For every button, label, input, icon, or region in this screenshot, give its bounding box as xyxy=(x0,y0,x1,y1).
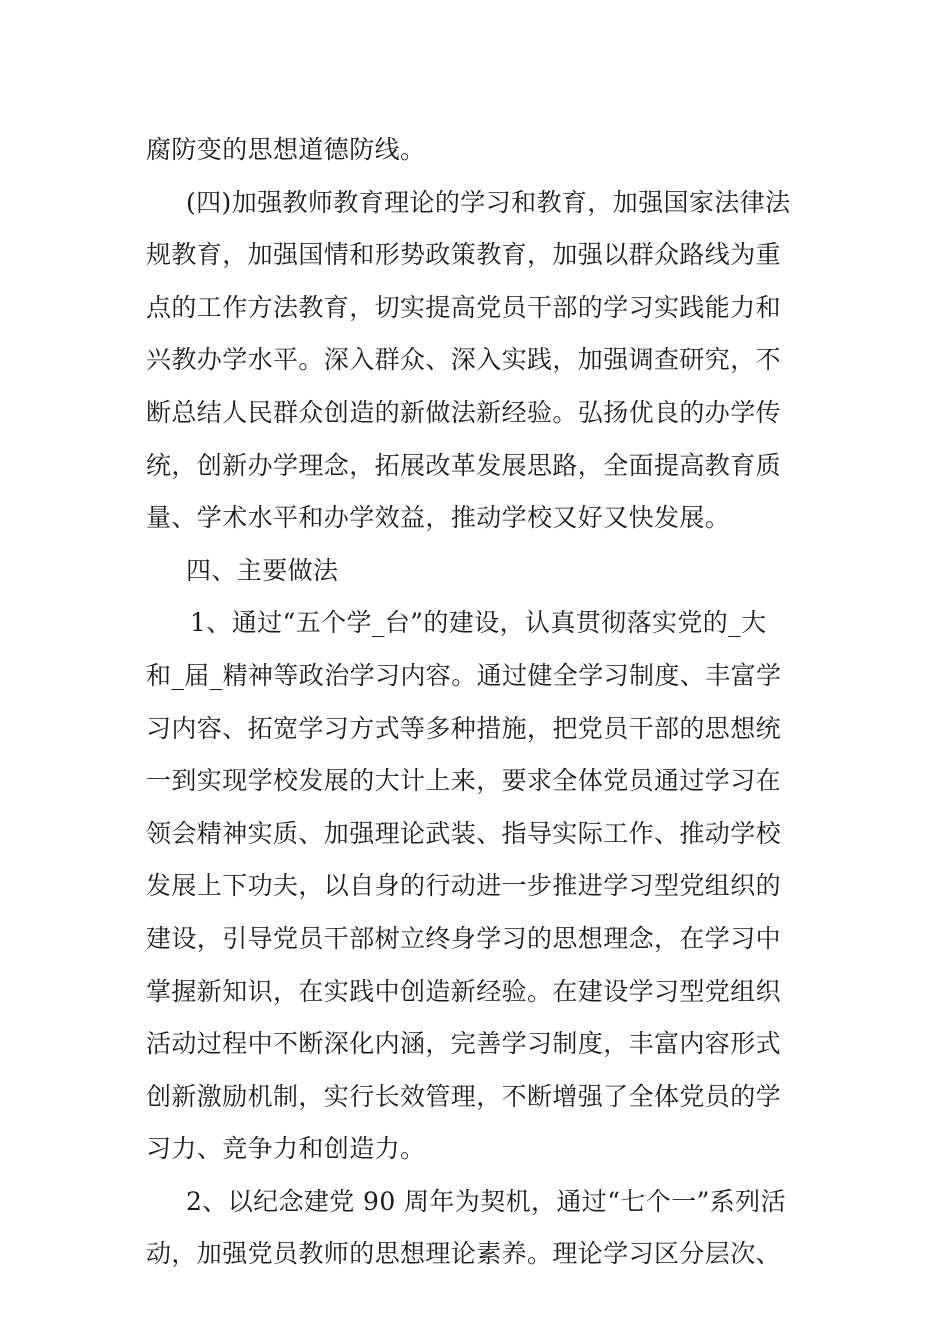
text-line: 规教育，加强国情和形势政策教育，加强以群众路线为重 xyxy=(146,240,782,270)
text-line: 量、学术水平和办学效益，推动学校又好又快发展。 xyxy=(146,503,731,533)
text-line: 掌握新知识，在实践中创造新经验。在建设学习型党组织 xyxy=(146,976,782,1006)
text-line: 点的工作方法教育，切实提高党员干部的学习实践能力和 xyxy=(146,292,782,322)
text-line: 腐防变的思想道德防线。 xyxy=(146,135,426,164)
text-line: 活动过程中不断深化内涵，完善学习制度，丰富内容形式 xyxy=(146,1029,782,1059)
text-line: 1、通过“五个学_台”的建设，认真贯彻落实党的_大 xyxy=(190,608,767,638)
text-line: (四)加强教师教育理论的学习和教育，加强国家法律法 xyxy=(186,187,791,217)
text-line: 兴教办学水平。深入群众、深入实践，加强调查研究，不 xyxy=(146,345,782,375)
text-line: 和_届_精神等政治学习内容。通过健全学习制度、丰富学 xyxy=(146,660,782,690)
text-line: 一到实现学校发展的大计上来，要求全体党员通过学习在 xyxy=(146,766,782,796)
document-body xyxy=(146,124,810,1281)
text-line: 创新激励机制，实行长效管理，不断增强了全体党员的学 xyxy=(146,1081,782,1111)
text-line: 建设，引导党员干部树立终身学习的思想理念，在学习中 xyxy=(146,923,782,953)
text-line: 动，加强党员教师的思想理论素养。理论学习区分层次、 xyxy=(146,1239,782,1269)
text-line: 习力、竞争力和创造力。 xyxy=(146,1134,426,1164)
section-heading: 四、主要做法 xyxy=(186,555,339,585)
text-line: 2、以纪念建党 90 周年为契机，通过“七个一”系列活 xyxy=(186,1186,786,1216)
text-line: 发展上下功夫，以自身的行动进一步推进学习型党组织的 xyxy=(146,871,782,901)
text-line: 习内容、拓宽学习方式等多种措施，把党员干部的思想统 xyxy=(146,713,782,743)
text-line: 断总结人民群众创造的新做法新经验。弘扬优良的办学传 xyxy=(146,397,782,427)
text-line: 领会精神实质、加强理论武装、指导实际工作、推动学校 xyxy=(146,818,782,848)
text-line: 统，创新办学理念，拓展改革发展思路，全面提高教育质 xyxy=(146,450,782,480)
